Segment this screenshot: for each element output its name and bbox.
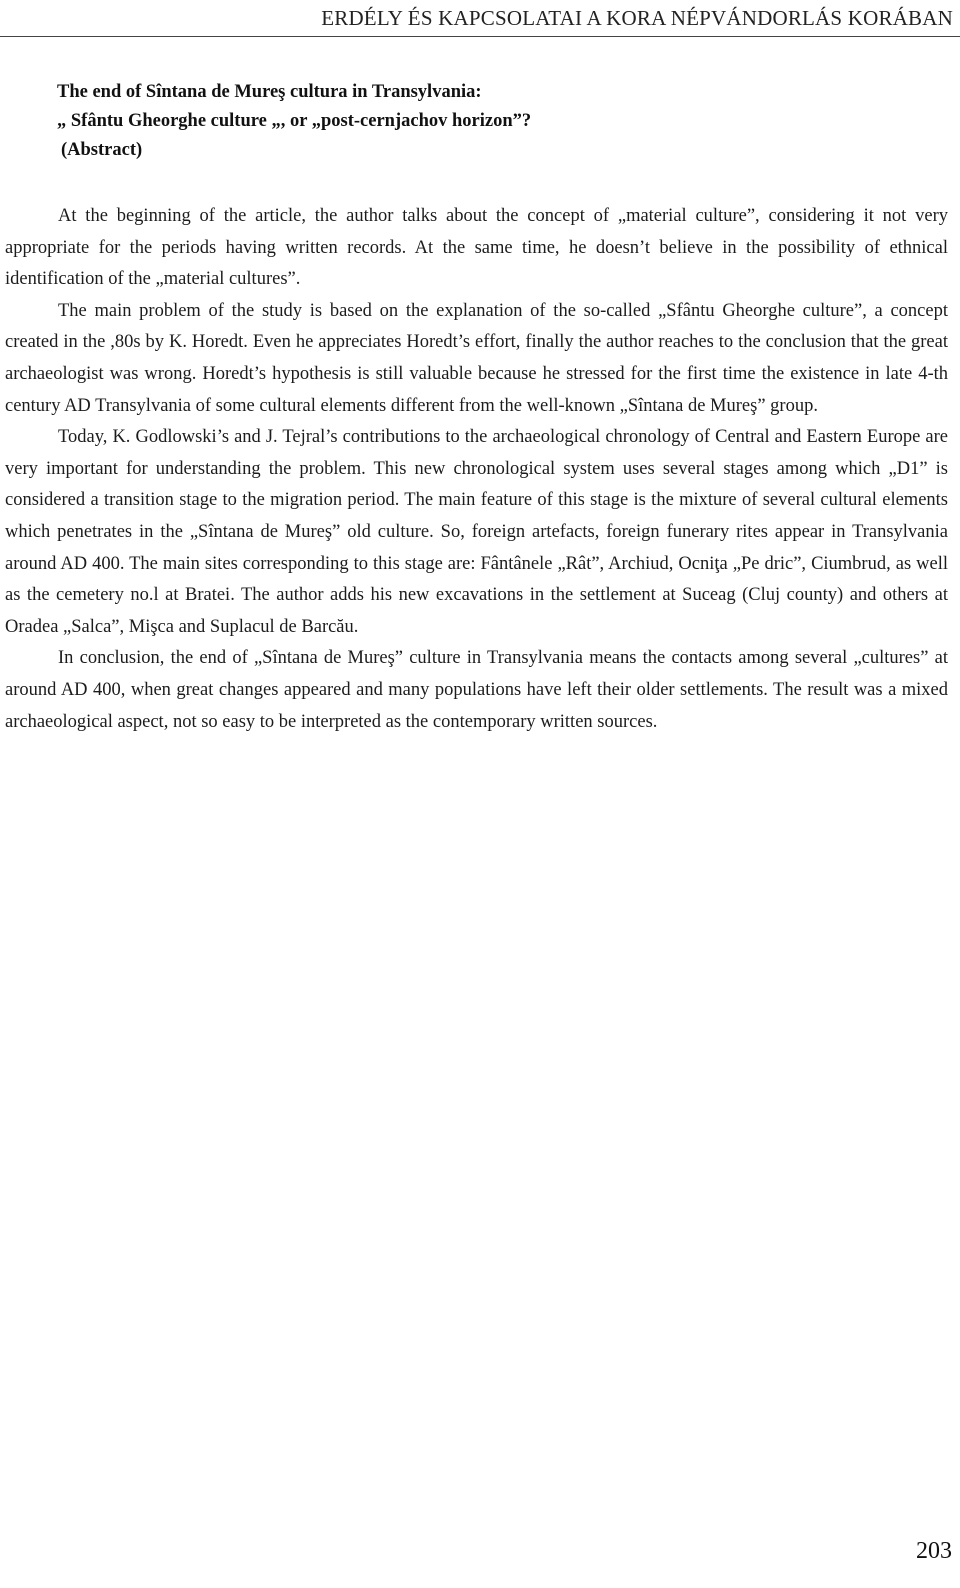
paragraph-2: The main problem of the study is based on the explanation of the so-called „Sfântu Gheorghe culture”, a concept created in the ,80s by K. Horedt. Even he appreciates Horedt’s effort, finally the author reaches to the conclusion that the great archaeologist was wrong. Horedt’s hypothesis is still valuable because he stressed for the first time the existence in late 4-th century AD Transylvania of some cultural elements different from the well-known „Sîntana de Mureş” group. [5, 300, 948, 416]
paragraph-3: Today, K. Godlowski’s and J. Tejral’s contributions to the archaeological chronology of Central and Eastern Europe are very important for understanding the problem. This new chronological system uses several stages among which „D1” is considered a transition stage to the migration period. The main feature of this stage is the mixture of several cultural elements which penetrates in the „Sîntana de Mureş” old culture. So, foreign artefacts, foreign funerary rites appear in Transylvania around AD 400. The main sites corresponding to this stage are: Fântânele „Rât”, Archiud, Ocniţa „Pe dric”, Ciumbrud, as well as the cemetery no.l at Bratei. The author adds his new excavations in the settlement at Suceag (Cluj county) and others at Oradea „Salca”, Mişca and Suplacul de Barcău. [5, 427, 948, 637]
page-number: 203 [916, 1538, 952, 1564]
abstract-body [5, 201, 948, 738]
title-line-1: The end of Sîntana de Mureş cultura in Transylvania: [57, 82, 482, 102]
paragraph-4: In conclusion, the end of „Sîntana de Mureş” culture in Transylvania means the contacts among several „cultures” at around AD 400, when great changes appeared and many populations have left their older settlements. The result was a mixed archaeological aspect, not so easy to be interpreted as the contemporary written sources. [5, 648, 948, 732]
title-line-3: (Abstract) [61, 140, 143, 160]
article-title [57, 78, 937, 165]
title-line-2: „ Sfântu Gheorghe culture „, or „post-cernjachov horizon”? [57, 111, 532, 131]
paragraph-1: At the beginning of the article, the author talks about the concept of „material culture”, considering it not very appropriate for the periods having written records. At the same time, he doesn’t believe in the possibility of ethnical identification of the „material cultures”. [5, 206, 948, 290]
running-header [0, 2, 960, 37]
running-title: ERDÉLY ÉS KAPCSOLATAI A KORA NÉPVÁNDORLÁS KORÁBAN [321, 6, 953, 30]
